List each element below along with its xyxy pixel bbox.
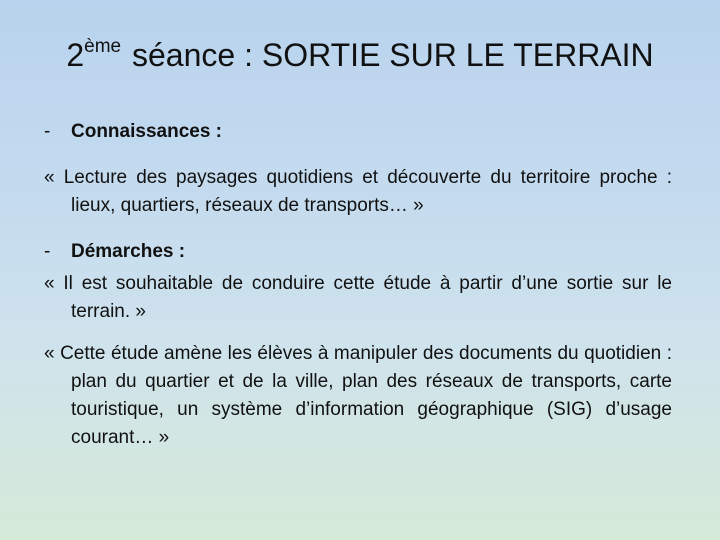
- slide-body: [44, 118, 672, 452]
- bullet-dash: -: [44, 241, 51, 262]
- quote-paragraph-1: « Lecture des paysages quotidiens et découverte du territoire proche : lieux, quartiers, réseaux de transports… »: [44, 167, 672, 216]
- heading-label: Connaissances :: [71, 121, 222, 142]
- title-superscript: ème: [84, 36, 122, 57]
- title-text: séance : SORTIE SUR LE TERRAIN: [123, 37, 654, 73]
- heading-demarches: [44, 238, 672, 266]
- slide-title: [0, 36, 720, 74]
- quote-paragraph-3: « Cette étude amène les élèves à manipuler des documents du quotidien : plan du quartier et de la ville, plan des réseaux de transports, carte touristique, un système d’information géographique (SIG) d’usage courant… »: [44, 343, 672, 448]
- heading-connaissances: [44, 118, 672, 146]
- title-number: 2: [66, 37, 85, 73]
- heading-label: Démarches :: [71, 241, 186, 262]
- quote-paragraph-2: « Il est souhaitable de conduire cette étude à partir d’une sortie sur le terrain. »: [44, 273, 672, 322]
- bullet-dash: -: [44, 121, 51, 142]
